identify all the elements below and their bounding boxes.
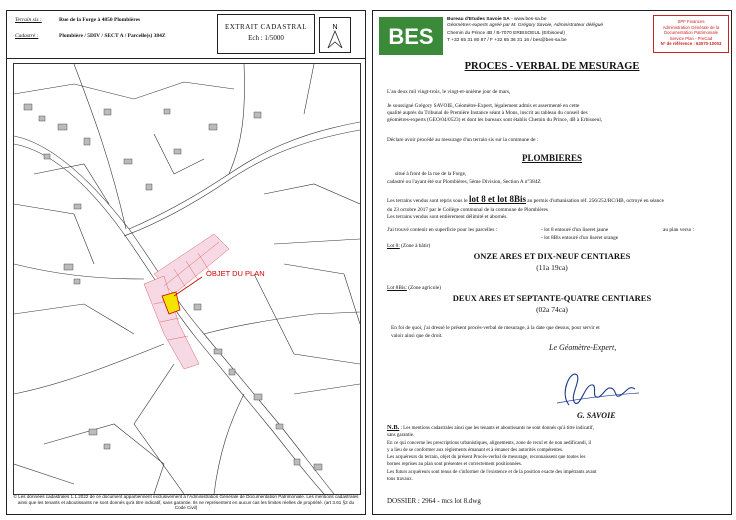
spf-stamp <box>653 15 729 53</box>
intro-line2: qualité auprès du Tribunal de Première Instance séant à Mons, inscrit au tableau du conseil des <box>387 110 588 117</box>
signature-name: G. SAVOIE <box>577 411 616 420</box>
handwritten-signature <box>549 363 649 413</box>
commune-name: PLOMBIERES <box>521 153 582 163</box>
cadastre-label: Cadastré : <box>15 33 39 39</box>
company-name: Bureau d'Etudes Savoie SA <box>447 17 510 22</box>
proces-verbal-panel <box>372 10 732 515</box>
lot8bis-zone: (Zone agricole) <box>408 285 441 291</box>
nb-line6: bornes reprises au plan sont présentes et correctement positionnées. <box>387 462 523 468</box>
lot8bis-label: Lot 8Bis: <box>387 285 407 291</box>
surface-intro: J'ai trouvé contenir en superficie pour les parcelles : <box>387 227 498 233</box>
company-address: Chemin du Prince 4B / B-7070 ERBISOEUL (Erbisoeul) <box>447 31 565 37</box>
company-contact: T +32 65 31 80 87 / F +32 65 36 31 16 / bes@bes-sa.be <box>447 37 567 43</box>
nb-line1: : Les mentions cadastrales ainsi que les tenants et aboutissants ne sont donnés qu'à titre indicatif, <box>400 426 594 431</box>
intro-paragraph <box>387 103 723 124</box>
intro-line1: Je soussigné Grégory SAVOIE, Géomètre-Expert, légalement admis et assermenté en cette <box>387 103 580 109</box>
lot8-heading <box>387 243 430 250</box>
situation-value: Rue de la Forge à 4850 Plombières <box>59 17 141 23</box>
north-arrow-icon <box>319 17 351 53</box>
lots-intro: Les terrains vendus sont repris sous le <box>387 198 468 204</box>
lot8-area: (11a 19ca) <box>536 263 568 272</box>
lots-reference: lot 8 et lot 8Bis <box>468 194 526 204</box>
dossier-reference: DOSSIER : 2964 - mcs lot 8.dwg <box>387 497 481 505</box>
north-letter: N <box>332 24 338 31</box>
nb-line3: En ce qui concerne les prescriptions urbanistiques, alignements, zone de recul et de non aedificandi, il <box>387 440 592 446</box>
stamp-reference: N° de référence : 63070-10003 <box>660 41 722 47</box>
company-info <box>447 17 647 44</box>
stamp-line4: Service Plan - PreCad <box>669 35 713 41</box>
extract-title: EXTRAIT CADASTRAL <box>224 23 308 31</box>
lot8bis-area-words: DEUX ARES ET SEPTANTE-QUATRE CENTIARES <box>452 293 652 303</box>
extract-scale: Ech : 1/5000 <box>248 34 284 42</box>
nb-line2: sans garantie. <box>387 433 415 439</box>
cadastre-value: Plombière / 5DIV / SECT A / Parcelle(s) 384Z <box>59 33 166 39</box>
situation-label: Terrain sis : <box>15 17 42 23</box>
closing-line2: valoir ainsi que de droit. <box>391 333 443 339</box>
plan-object-label: OBJET DU PLAN <box>206 269 265 278</box>
lot8-zone: (Zone à bâtir) <box>401 243 431 249</box>
nb-label: N.B. <box>387 424 400 431</box>
permit-date: du 23 octobre 2017 par le Collège communal de la commune de Plombières <box>387 207 548 213</box>
cadastral-map[interactable] <box>13 63 361 495</box>
lot8-label: Lot 8: <box>387 243 400 249</box>
lot8bis-area: (02a 74ca) <box>536 305 568 314</box>
company-line2: Géomètres-experts agréé par M. Grégory Savoie, Administrateur délégué <box>447 23 604 29</box>
nota-bene <box>387 423 723 483</box>
stamp-line1: SPF Finances <box>677 19 705 24</box>
nb-line4: y a lieu de se conformer aux règlements émanant et à émaner des autorités compétentes. <box>387 447 564 453</box>
map-drawing <box>14 64 360 494</box>
lots-paragraph <box>387 193 727 205</box>
document-title: PROCES - VERBAL DE MESURAGE <box>464 61 640 72</box>
surface-lot8bis: - lot 8Bis entouré d'un liseret orange <box>541 235 619 241</box>
stamp-line3: Documentation Patrimoniale <box>664 30 718 36</box>
cadastral-extract-panel <box>6 10 366 515</box>
situation-line2: cadastré ou l'ayant été sur Plombières, 5ème Division, Section A n°384Z <box>387 179 541 185</box>
extract-header <box>7 11 365 59</box>
extract-title-box <box>217 14 315 54</box>
surface-plan-ref: au plan verso : <box>663 227 695 233</box>
nb-line7: Les futurs acquéreurs sont tenus de s'informer de l'existence et de la position exacte des impétrants avant <box>387 469 597 475</box>
signature-title: Le Géomètre-Expert, <box>549 343 617 352</box>
intro-line3: géomètres-experts (GEO/04/0523) et dont les bureaux sont établis Chemin du Prince, 4B à Erbisoeul, <box>387 117 603 124</box>
stamp-line2: Administration Générale de la <box>662 24 720 30</box>
bes-logo <box>379 17 443 55</box>
situation-line1: situé à front de la rue de la Forge, <box>395 171 467 177</box>
nb-line5: Les acquéreurs du terrain, objet du présent Procès-verbal de mesurage, reconnaissent que toutes les <box>387 455 586 461</box>
lots-delimited: Les terrains vendus sont entièrement délimité et abornés. <box>387 214 508 220</box>
surface-lot8: - lot 8 entouré d'un liseret jaune <box>541 227 609 233</box>
declaration: Déclare avoir procédé au mesurage d'un terrain sis sur la commune de : <box>387 137 539 143</box>
lot8bis-heading <box>387 285 441 292</box>
date-line: L'an deux mil vingt-trois, le vingt-et-unième jour de mars, <box>387 89 511 95</box>
svg-text:BES: BES <box>388 24 434 49</box>
company-website: - www.bes-sa.be <box>511 17 547 22</box>
lots-permit: au permis d'urbanisation réf. 256/252/RC/HB, octroyé en séance <box>527 198 665 204</box>
closing-line1: En foi de quoi, j'ai dressé le présent procès-verbal de mesurage, à la date que dessus, pour servir et <box>391 325 600 331</box>
lot8-area-words: ONZE ARES ET DIX-NEUF CENTIARES <box>473 251 631 261</box>
nb-line8: tous travaux. <box>387 476 413 482</box>
extract-disclaimer: © Les données cadastrales 1.1.2022 de ce document appartiennent exclusivement à l'Administration Générale de Documentation Patrimoniale. Les mentions cadastrales ainsi que les tenants et aboutissants ne sont donnés qu'à titre indicatif, sans garantie. Ils ne représentent en aucun cas les limites réelles de propriété. (art 3.61 §2 du Code Civil) <box>13 494 359 511</box>
